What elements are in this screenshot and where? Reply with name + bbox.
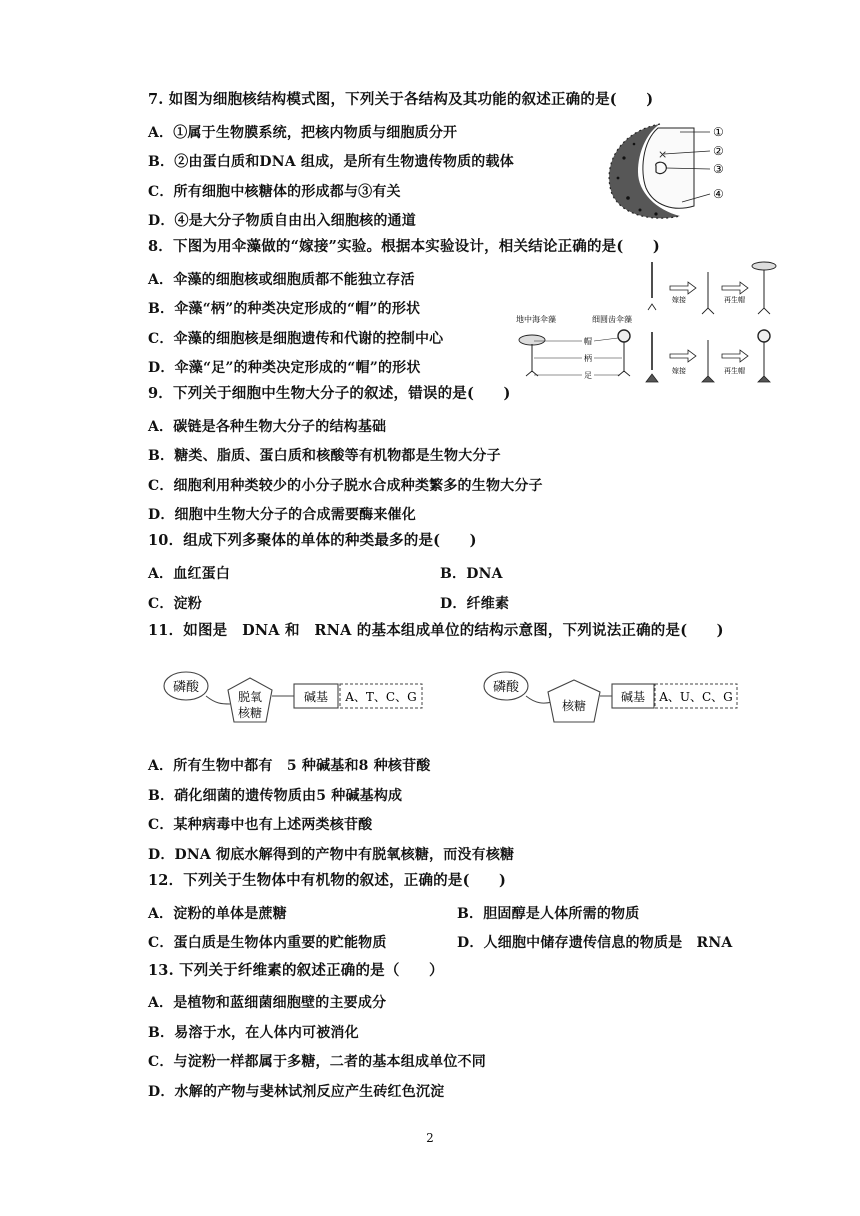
alga-regrow-label-top: 再生帽 [724, 296, 745, 304]
q10-option-a[interactable]: A．血红蛋白 [148, 566, 231, 582]
q11-option-c[interactable]: C．某种病毒中也有上述两类核苷酸 [148, 817, 373, 833]
q11-option-b[interactable]: B．硝化细菌的遗传物质由5 种碱基构成 [148, 788, 403, 804]
q8-option-b[interactable]: B．伞藻“柄”的种类决定形成的“帽”的形状 [148, 301, 421, 317]
q7-option-a[interactable]: A．①属于生物膜系统，把核内物质与细胞质分开 [148, 125, 458, 141]
alga-stalk-label: 柄 [584, 354, 592, 363]
q10-stem: 10．组成下列多聚体的单体的种类最多的是( ) [148, 532, 477, 549]
q13-option-b[interactable]: B．易溶于水，在人体内可被消化 [148, 1025, 359, 1041]
rna-phosphate-label: 磷酸 [492, 680, 520, 695]
q9-option-c[interactable]: C．细胞利用种类较少的小分子脱水合成种类繁多的生物大分子 [148, 478, 543, 494]
q7-option-b[interactable]: B．②由蛋白质和DNA 组成，是所有生物遗传物质的载体 [148, 154, 514, 170]
q8-option-a[interactable]: A．伞藻的细胞核或细胞质都不能独立存活 [148, 272, 415, 288]
alga-right-species: 细圆齿伞藻 [592, 315, 632, 324]
nucleus-label-3: ③ [713, 162, 724, 176]
deoxyribose-label-2: 核糖 [237, 706, 263, 720]
q12-option-b[interactable]: B．胆固醇是人体所需的物质 [457, 906, 640, 922]
q8-option-d[interactable]: D．伞藻“足”的种类决定形成的“帽”的形状 [148, 360, 421, 376]
alga-graft-label-top: 嫁接 [672, 296, 686, 304]
dna-bases-list: A、T、C、G [345, 690, 417, 704]
rna-base-label: 碱基 [620, 690, 646, 704]
q12-option-a[interactable]: A．淀粉的单体是蔗糖 [148, 906, 287, 922]
q9-option-d[interactable]: D．细胞中生物大分子的合成需要酶来催化 [148, 507, 416, 523]
alga-cap-label: 帽 [584, 337, 592, 346]
q8-option-c[interactable]: C．伞藻的细胞核是细胞遗传和代谢的控制中心 [148, 331, 444, 347]
q9-option-a[interactable]: A．碳链是各种生物大分子的结构基础 [148, 419, 387, 435]
q10-option-c[interactable]: C．淀粉 [148, 596, 202, 612]
q7-option-d[interactable]: D．④是大分子物质自由出入细胞核的通道 [148, 213, 416, 229]
nucleus-label-4: ④ [713, 187, 724, 201]
q11-option-d[interactable]: D．DNA 彻底水解得到的产物中有脱氧核糖，而没有核糖 [148, 847, 515, 863]
alga-regrow-label-bottom: 再生帽 [724, 367, 745, 375]
q11-stem: 11．如图是 DNA 和 RNA 的基本组成单位的结构示意图，下列说法正确的是( ) [148, 622, 724, 639]
acetabularia-graft-figure [512, 258, 782, 388]
q10-option-d[interactable]: D．纤维素 [440, 596, 510, 612]
q13-stem: 13. 下列关于纤维素的叙述正确的是（ ） [148, 962, 444, 979]
alga-left-species: 地中海伞藻 [516, 315, 556, 324]
ribose-label: 核糖 [561, 699, 587, 713]
q11-option-a[interactable]: A．所有生物中都有 5 种碱基和8 种核苷酸 [148, 758, 431, 774]
q10-option-b[interactable]: B．DNA [440, 566, 503, 582]
dna-phosphate-label: 磷酸 [172, 680, 200, 695]
q12-option-d[interactable]: D．人细胞中储存遗传信息的物质是 RNA [457, 935, 733, 951]
deoxyribose-label-1: 脱氧 [237, 690, 263, 704]
alga-foot-label: 足 [584, 371, 592, 380]
q9-stem: 9．下列关于细胞中生物大分子的叙述，错误的是( ) [148, 385, 511, 402]
nucleus-label-1: ① [713, 125, 724, 139]
nucleus-structure-figure [598, 118, 738, 222]
q13-option-a[interactable]: A．是植物和蓝细菌细胞壁的主要成分 [148, 995, 387, 1011]
nucleotide-structure-figure [160, 664, 750, 732]
nucleus-label-2: ② [713, 144, 724, 158]
q13-option-d[interactable]: D．水解的产物与斐林试剂反应产生砖红色沉淀 [148, 1084, 445, 1100]
alga-graft-label-bottom: 嫁接 [672, 367, 686, 375]
q7-stem: 7. 如图为细胞核结构模式图，下列关于各结构及其功能的叙述正确的是( ) [148, 91, 654, 108]
q8-stem: 8．下图为用伞藻做的“嫁接”实验。根据本实验设计，相关结论正确的是( ) [148, 238, 660, 255]
rna-bases-list: A、U、C、G [659, 690, 733, 704]
q13-option-c[interactable]: C．与淀粉一样都属于多糖，二者的基本组成单位不同 [148, 1054, 486, 1070]
q9-option-b[interactable]: B．糖类、脂质、蛋白质和核酸等有机物都是生物大分子 [148, 448, 501, 464]
page-number: 2 [426, 1131, 434, 1145]
dna-base-label: 碱基 [303, 690, 329, 704]
svg-text:×: × [658, 148, 668, 161]
q12-stem: 12．下列关于生物体中有机物的叙述，正确的是( ) [148, 872, 507, 889]
q7-option-c[interactable]: C．所有细胞中核糖体的形成都与③有关 [148, 184, 401, 200]
q12-option-c[interactable]: C．蛋白质是生物体内重要的贮能物质 [148, 935, 387, 951]
